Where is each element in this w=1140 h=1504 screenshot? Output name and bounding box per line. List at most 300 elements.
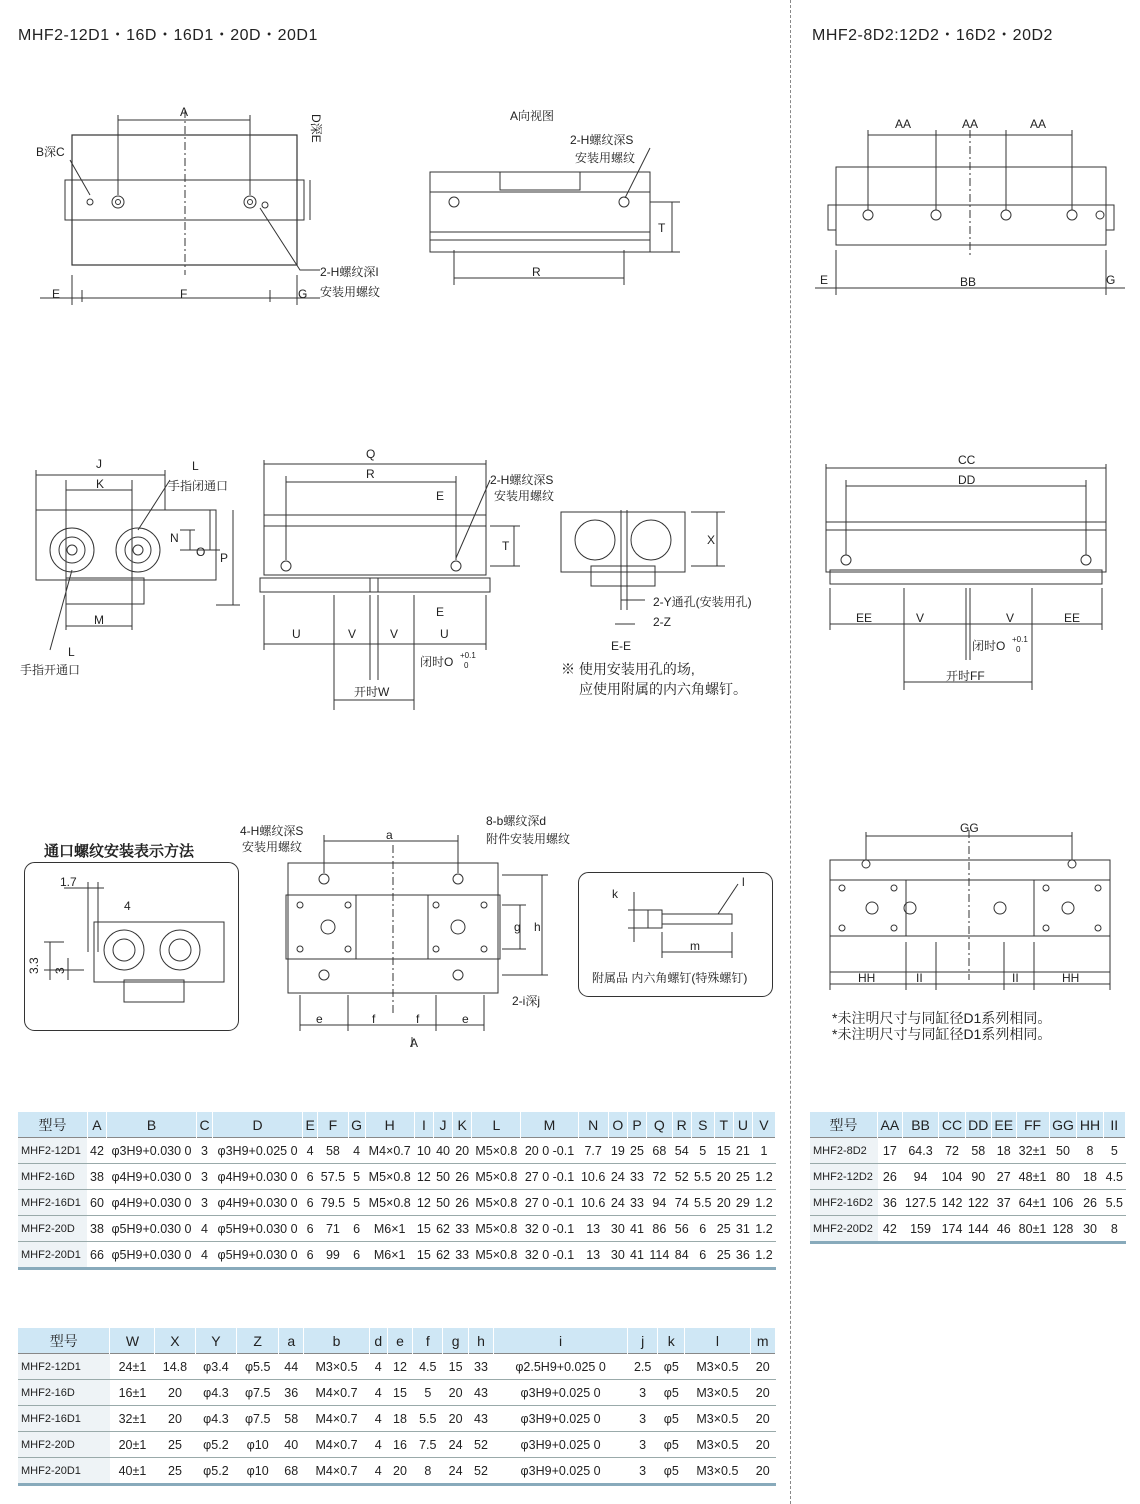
table-cell: 15	[387, 1380, 412, 1406]
table-cell: 80±1	[1016, 1216, 1049, 1243]
table-cell: 6	[348, 1242, 365, 1269]
dim-HH-2: HH	[1062, 971, 1080, 985]
table-header-cell: X	[155, 1328, 195, 1354]
table-cell: 38	[87, 1164, 106, 1190]
table-cell: M5×0.8	[472, 1164, 521, 1190]
mount-thread-label-2: 安装用螺纹	[575, 151, 636, 165]
table-cell: 18	[1077, 1164, 1103, 1190]
table-cell: 24	[443, 1432, 468, 1458]
table-cell: 7.7	[578, 1138, 608, 1164]
table-cell: 36	[279, 1380, 304, 1406]
table-cell: 52	[468, 1432, 493, 1458]
table-header-cell: BB	[902, 1112, 939, 1138]
table-cell: 20	[155, 1380, 195, 1406]
a-view-title: A向视图	[510, 109, 555, 123]
dim-V: V	[348, 627, 357, 641]
table-cell: M3×0.5	[685, 1432, 750, 1458]
table-header-cell: d	[369, 1328, 387, 1354]
table-cell: 128	[1049, 1216, 1077, 1243]
dim-E: E	[52, 287, 61, 301]
dim-G: G	[298, 287, 308, 301]
dim-g: g	[514, 920, 521, 934]
table-cell: 4	[302, 1138, 317, 1164]
table-cell: 20	[750, 1432, 775, 1458]
table-cell: 1.2	[752, 1216, 775, 1242]
table-cell: 42	[878, 1216, 903, 1243]
dim-X: X	[707, 533, 716, 547]
table-cell: 25	[714, 1216, 733, 1242]
model-cell: MHF2-16D	[18, 1164, 87, 1190]
dim-EE: EE	[856, 611, 873, 625]
table-cell: 20	[750, 1380, 775, 1406]
table-cell: M5×0.8	[365, 1164, 414, 1190]
table-header-cell: G	[348, 1112, 365, 1138]
table-cell: 26	[878, 1164, 903, 1190]
table-cell: 58	[318, 1138, 348, 1164]
table-cell: φ5	[658, 1458, 685, 1485]
table-cell: 37	[991, 1190, 1016, 1216]
table-cell: 58	[279, 1406, 304, 1432]
table-cell: φ3H9+0.030 0	[107, 1138, 197, 1164]
table-row	[810, 1190, 1126, 1216]
table-cell: 57.5	[318, 1164, 348, 1190]
table-cell: 68	[279, 1458, 304, 1485]
dim-3-3: 3.3	[27, 957, 41, 974]
table-cell: 4.5	[1103, 1164, 1125, 1190]
table-cell: φ5H9+0.030 0	[107, 1216, 197, 1242]
table-cell: M6×1	[365, 1242, 414, 1269]
table-cell: 26	[453, 1190, 472, 1216]
dim-R: R	[532, 265, 541, 279]
table-header-cell: U	[733, 1112, 752, 1138]
table-cell: 13	[578, 1216, 608, 1242]
dim-AA-2: AA	[962, 117, 979, 131]
table-cell: 10.6	[578, 1164, 608, 1190]
table-cell: 25	[714, 1242, 733, 1269]
dim-R-side: R	[366, 467, 375, 481]
table-cell: φ7.5	[237, 1380, 279, 1406]
dim-V-right-2: V	[1006, 611, 1015, 625]
table-cell: M3×0.5	[685, 1380, 750, 1406]
model-cell: MHF2-12D1	[18, 1138, 87, 1164]
table-cell: 5	[413, 1380, 443, 1406]
table-row	[18, 1164, 776, 1190]
top-view-drawing	[0, 80, 420, 320]
spec-table-2	[810, 1112, 1126, 1244]
table-cell: 33	[627, 1190, 646, 1216]
table-cell: 50	[433, 1190, 452, 1216]
table-cell: 90	[965, 1164, 991, 1190]
table-cell: 6	[302, 1164, 317, 1190]
table-cell: 3	[627, 1406, 657, 1432]
table-cell: M4×0.7	[365, 1138, 414, 1164]
accessory-caption: 附属品 内六角螺钉(特殊螺钉)	[592, 971, 748, 985]
table-header-cell: N	[578, 1112, 608, 1138]
table-cell: 104	[939, 1164, 965, 1190]
table-cell: 54	[672, 1138, 691, 1164]
table-cell: 66	[87, 1242, 106, 1269]
table-cell: 6	[348, 1216, 365, 1242]
table-cell: φ4H9+0.030 0	[107, 1164, 197, 1190]
table-header-row	[18, 1112, 776, 1138]
dim-V-right: V	[916, 611, 925, 625]
table-row	[810, 1164, 1126, 1190]
mount-thread-label-bottom: 安装用螺纹	[242, 840, 303, 854]
table-header-cell: Z	[237, 1328, 279, 1354]
table-row	[810, 1138, 1126, 1164]
table-cell: 32±1	[1016, 1138, 1049, 1164]
table-cell: φ5H9+0.030 0	[213, 1216, 303, 1242]
table-cell: 33	[627, 1164, 646, 1190]
dim-4: 4	[124, 899, 131, 913]
dim-T-side: T	[502, 539, 510, 553]
table-cell: 74	[672, 1190, 691, 1216]
table-cell: 6	[302, 1190, 317, 1216]
table-cell: 21	[733, 1138, 752, 1164]
dim-AA-1: AA	[895, 117, 912, 131]
table-header-cell: m	[750, 1328, 775, 1354]
table-cell: 72	[647, 1164, 673, 1190]
table-cell: 14.8	[155, 1354, 195, 1380]
table-cell: φ4H9+0.030 0	[213, 1164, 303, 1190]
table-cell: φ5	[658, 1380, 685, 1406]
mount-thread-label-side: 安装用螺纹	[494, 489, 555, 503]
table-cell: M6×1	[365, 1216, 414, 1242]
table-cell: 80	[1049, 1164, 1077, 1190]
table-header-cell: HH	[1077, 1112, 1103, 1138]
spec-table-3	[18, 1328, 776, 1486]
table-cell: 8	[1103, 1216, 1125, 1243]
table-row	[18, 1406, 776, 1432]
table-cell: M5×0.8	[472, 1138, 521, 1164]
section-EE-label: E-E	[611, 639, 632, 653]
table-header-cell: T	[714, 1112, 733, 1138]
table-cell: M3×0.5	[685, 1354, 750, 1380]
table-cell: 18	[387, 1406, 412, 1432]
table-cell: 12	[414, 1190, 433, 1216]
table-cell: 5	[691, 1138, 714, 1164]
table-cell: 20	[155, 1406, 195, 1432]
table-cell: φ5H9+0.030 0	[213, 1242, 303, 1269]
table-cell: 25	[155, 1432, 195, 1458]
d2-bottom-view-drawing	[820, 820, 1120, 990]
table-cell: 20	[387, 1458, 412, 1485]
table-cell: 12	[414, 1164, 433, 1190]
table-cell: 142	[939, 1190, 965, 1216]
table-header-row	[18, 1328, 776, 1354]
table-header-cell: B	[107, 1112, 197, 1138]
table-cell: 10	[414, 1138, 433, 1164]
table-cell: 3	[196, 1164, 212, 1190]
dim-K: K	[96, 477, 105, 491]
table-cell: φ3H9+0.025 0	[494, 1380, 628, 1406]
dim-F: F	[180, 287, 188, 301]
table-row	[18, 1432, 776, 1458]
open-W-label: 开时W	[354, 685, 390, 699]
table-cell: 5.5	[691, 1164, 714, 1190]
note-2: *未注明尺寸与同缸径D1系列相同。	[832, 1026, 1052, 1042]
table-cell: 33	[468, 1354, 493, 1380]
table-cell: 62	[433, 1216, 452, 1242]
dim-T: T	[658, 221, 666, 235]
table-header-cell: EE	[991, 1112, 1016, 1138]
dim-BB: BB	[960, 275, 977, 289]
table-cell: 30	[608, 1242, 627, 1269]
dim-1-7: 1.7	[60, 875, 77, 889]
table-cell: 36	[878, 1190, 903, 1216]
table-cell: 5	[348, 1190, 365, 1216]
table-cell: 8	[1077, 1138, 1103, 1164]
table-cell: φ4H9+0.030 0	[107, 1190, 197, 1216]
dim-l: l	[742, 875, 745, 889]
open-FF-label: 开时FF	[946, 669, 985, 683]
table-row	[810, 1216, 1126, 1243]
dim-M: M	[94, 613, 104, 627]
table-cell: 48±1	[1016, 1164, 1049, 1190]
table-cell: 33	[453, 1216, 472, 1242]
table-row	[18, 1138, 776, 1164]
note-mount-hole-1: ※ 使用安装用孔的场,	[561, 661, 695, 677]
table-cell: 20	[453, 1138, 472, 1164]
table-cell: 4	[369, 1406, 387, 1432]
table-cell: 1.2	[752, 1190, 775, 1216]
table-header-cell: M	[521, 1112, 578, 1138]
table-cell: 4.5	[413, 1354, 443, 1380]
table-cell: φ3H9+0.025 0	[494, 1432, 628, 1458]
dim-2Z: 2-Z	[653, 615, 671, 629]
table-cell: φ5.5	[237, 1354, 279, 1380]
table-header-cell: Y	[195, 1328, 237, 1354]
table-cell: 18	[991, 1138, 1016, 1164]
model-cell: MHF2-16D	[18, 1380, 110, 1406]
table-cell: φ5	[658, 1432, 685, 1458]
table-header-cell: O	[608, 1112, 627, 1138]
dim-P: P	[220, 551, 229, 565]
left-series-title: MHF2-12D1・16D・16D1・20D・20D1	[18, 27, 318, 44]
accessory-screw-drawing	[578, 872, 774, 998]
table-cell: 174	[939, 1216, 965, 1243]
right-series-title: MHF2-8D2:12D2・16D2・20D2	[812, 27, 1053, 44]
table-cell: φ3H9+0.025 0	[213, 1138, 303, 1164]
dim-CC: CC	[958, 453, 976, 467]
table-cell: M5×0.8	[365, 1190, 414, 1216]
dim-L: L	[192, 459, 199, 473]
table-cell: 86	[647, 1216, 673, 1242]
table-header-cell: a	[279, 1328, 304, 1354]
table-cell: 72	[939, 1138, 965, 1164]
dim-a: a	[386, 828, 393, 842]
model-cell: MHF2-16D2	[810, 1190, 878, 1216]
table-cell: 10.6	[578, 1190, 608, 1216]
table-cell: 50	[433, 1164, 452, 1190]
table-header-cell: g	[443, 1328, 468, 1354]
table-cell: 159	[902, 1216, 939, 1243]
table-cell: 4	[369, 1432, 387, 1458]
finger-close-port: 手指闭通口	[168, 479, 229, 493]
table-header-cell: A	[87, 1112, 106, 1138]
table-row	[18, 1380, 776, 1406]
dim-L-2: L	[68, 645, 75, 659]
table-cell: 122	[965, 1190, 991, 1216]
table-cell: φ4.3	[195, 1380, 237, 1406]
dim-E-right: E	[820, 273, 829, 287]
table-cell: 40	[279, 1432, 304, 1458]
dim-II-2: II	[1012, 971, 1019, 985]
table-cell: 6	[691, 1216, 714, 1242]
table-header-cell: II	[1103, 1112, 1125, 1138]
table-header-cell: AA	[878, 1112, 903, 1138]
table-cell: 43	[468, 1380, 493, 1406]
table-cell: 15	[714, 1138, 733, 1164]
accessory-thread-label: 附件安装用螺纹	[486, 832, 571, 846]
bottom-view-drawing	[236, 815, 576, 1055]
through-hole-2y: 2-Y通孔(安装用孔)	[653, 595, 752, 609]
table-cell: 41	[627, 1216, 646, 1242]
table-cell: 16±1	[110, 1380, 155, 1406]
spec-table-1	[18, 1112, 776, 1270]
table-cell: φ3.4	[195, 1354, 237, 1380]
table-cell: 20±1	[110, 1432, 155, 1458]
table-cell: 58	[965, 1138, 991, 1164]
dim-V-2: V	[390, 627, 399, 641]
table-cell: 24±1	[110, 1354, 155, 1380]
table-cell: 64.3	[902, 1138, 939, 1164]
dim-D-depth-E: D深E	[309, 114, 323, 143]
table-cell: 41	[627, 1242, 646, 1269]
table-cell: M4×0.7	[304, 1458, 369, 1485]
b-depth-c: B深C	[36, 145, 65, 159]
dim-O: O	[196, 545, 206, 559]
table-header-cell: CC	[939, 1112, 965, 1138]
table-cell: φ3H9+0.025 0	[494, 1458, 628, 1485]
table-cell: φ10	[237, 1432, 279, 1458]
table-cell: 32 0 -0.1	[521, 1216, 578, 1242]
model-cell: MHF2-20D1	[18, 1242, 87, 1269]
dim-k: k	[612, 887, 618, 901]
table-cell: φ7.5	[237, 1406, 279, 1432]
dim-E-side: E	[436, 489, 445, 503]
table-header-cell: k	[658, 1328, 685, 1354]
table-cell: 32 0 -0.1	[521, 1242, 578, 1269]
finger-open-port: 手指开通口	[20, 663, 81, 677]
dim-A: A	[180, 105, 189, 119]
table-cell: 52	[468, 1458, 493, 1485]
table-cell: 144	[965, 1216, 991, 1243]
table-cell: 24	[443, 1458, 468, 1485]
table-cell: 16	[387, 1432, 412, 1458]
model-cell: MHF2-16D1	[18, 1190, 87, 1216]
table-cell: 106	[1049, 1190, 1077, 1216]
table-cell: M5×0.8	[472, 1190, 521, 1216]
table-cell: 40±1	[110, 1458, 155, 1485]
table-cell: 30	[1077, 1216, 1103, 1243]
table-cell: 15	[414, 1242, 433, 1269]
table-cell: φ3H9+0.025 0	[494, 1406, 628, 1432]
dim-U-2: U	[440, 627, 449, 641]
table-header-cell: b	[304, 1328, 369, 1354]
table-header-cell: C	[196, 1112, 212, 1138]
table-cell: 4	[196, 1216, 212, 1242]
table-cell: 5	[348, 1164, 365, 1190]
view-arrow-A: A	[410, 1036, 419, 1050]
closed-O-right-tol-upper: +0.1	[1012, 635, 1028, 644]
table-cell: 31	[733, 1216, 752, 1242]
table-cell: 5.5	[1103, 1190, 1125, 1216]
d2-top-view-drawing	[810, 110, 1130, 300]
table-header-cell: R	[672, 1112, 691, 1138]
table-cell: 8	[413, 1458, 443, 1485]
table-cell: 20	[443, 1406, 468, 1432]
table-header-cell: W	[110, 1328, 155, 1354]
table-header-cell: E	[302, 1112, 317, 1138]
table-cell: 19	[608, 1138, 627, 1164]
table-cell: 38	[87, 1216, 106, 1242]
closed-O-tol-lower: 0	[464, 661, 469, 670]
table-cell: 12	[387, 1354, 412, 1380]
table-cell: 27 0 -0.1	[521, 1190, 578, 1216]
table-cell: 27 0 -0.1	[521, 1164, 578, 1190]
thread-2h-depth-s: 2-H螺纹深S	[570, 133, 634, 147]
table-cell: 44	[279, 1354, 304, 1380]
table-cell: φ4.3	[195, 1406, 237, 1432]
table-header-row	[810, 1112, 1126, 1138]
table-cell: 15	[414, 1216, 433, 1242]
model-cell: MHF2-12D2	[810, 1164, 878, 1190]
table-cell: 20	[750, 1406, 775, 1432]
table-cell: 20	[443, 1380, 468, 1406]
table-cell: 4	[369, 1380, 387, 1406]
table-cell: M4×0.7	[304, 1380, 369, 1406]
table-cell: M4×0.7	[304, 1406, 369, 1432]
note-1: *未注明尺寸与同缸径D1系列相同。	[832, 1010, 1052, 1026]
table-cell: M3×0.5	[685, 1458, 750, 1485]
model-cell: MHF2-8D2	[810, 1138, 878, 1164]
table-row	[18, 1216, 776, 1242]
table-cell: 20	[714, 1164, 733, 1190]
model-cell: MHF2-20D1	[18, 1458, 110, 1485]
table-header-cell: I	[414, 1112, 433, 1138]
table-header-cell: l	[685, 1328, 750, 1354]
closed-O-tol-upper: +0.1	[460, 651, 476, 660]
table-cell: 62	[433, 1242, 452, 1269]
table-cell: 4	[196, 1242, 212, 1269]
table-cell: M4×0.7	[304, 1432, 369, 1458]
dim-GG: GG	[960, 821, 979, 835]
dim-J: J	[96, 457, 102, 471]
model-cell: MHF2-20D	[18, 1432, 110, 1458]
table-cell: M5×0.8	[472, 1242, 521, 1269]
table-cell: 56	[672, 1216, 691, 1242]
table-cell: 32±1	[110, 1406, 155, 1432]
table-cell: 6	[302, 1242, 317, 1269]
table-cell: 127.5	[902, 1190, 939, 1216]
dim-h: h	[534, 920, 541, 934]
table-cell: 20	[750, 1458, 775, 1485]
model-cell: MHF2-16D1	[18, 1406, 110, 1432]
table-header-cell: K	[453, 1112, 472, 1138]
table-cell: 68	[647, 1138, 673, 1164]
model-cell: MHF2-20D	[18, 1216, 87, 1242]
table-cell: 3	[627, 1380, 657, 1406]
thread-2h-depth-i: 2-H螺纹深I	[320, 265, 379, 279]
table-cell: 36	[733, 1242, 752, 1269]
closed-O-label: 闭时O	[420, 655, 454, 669]
table-header-cell: j	[627, 1328, 657, 1354]
table-cell: 84	[672, 1242, 691, 1269]
table-header-cell: i	[494, 1328, 628, 1354]
table-cell: φ5H9+0.030 0	[107, 1242, 197, 1269]
table-cell: φ5	[658, 1406, 685, 1432]
